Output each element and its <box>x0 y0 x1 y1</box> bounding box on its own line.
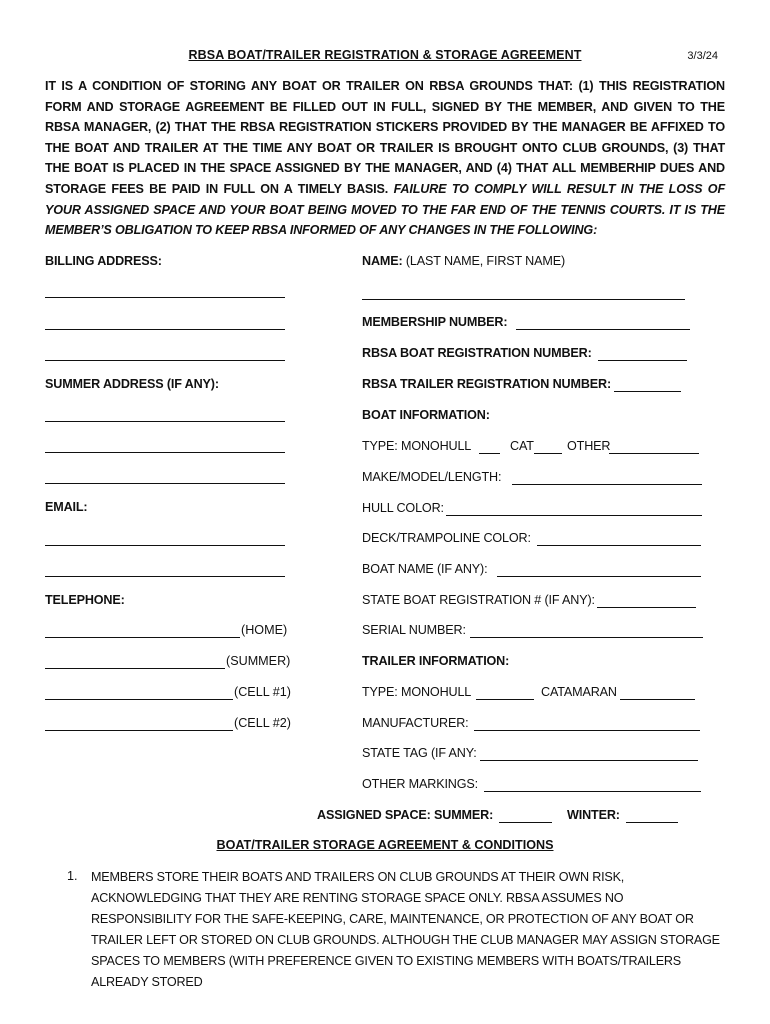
phone-home-label: (HOME) <box>241 623 288 637</box>
boat-type-cat-label: CAT <box>510 439 534 453</box>
boat-type-monohull-line[interactable] <box>479 453 500 454</box>
boat-type-other-line[interactable] <box>609 453 699 454</box>
trailer-information-heading: TRAILER INFORMATION: <box>362 654 510 668</box>
boat-registration-number-label: RBSA BOAT REGISTRATION NUMBER: <box>362 346 592 360</box>
make-model-length-line[interactable] <box>512 484 702 485</box>
make-model-length-label: MAKE/MODEL/LENGTH: <box>362 470 502 484</box>
state-tag-label: STATE TAG (IF ANY: <box>362 746 477 760</box>
trailer-type-catamaran-label: CATAMARAN <box>541 685 617 699</box>
other-markings-label: OTHER MARKINGS: <box>362 777 479 791</box>
billing-address-line-1[interactable] <box>45 297 285 298</box>
trailer-type-catamaran-line[interactable] <box>620 699 695 700</box>
boat-name-line[interactable] <box>497 576 701 577</box>
membership-number-line[interactable] <box>516 329 690 330</box>
intro-paragraph <box>45 76 725 241</box>
name-line[interactable] <box>362 299 685 300</box>
hull-color-line[interactable] <box>446 515 702 516</box>
boat-type-cat-line[interactable] <box>534 453 562 454</box>
deck-trampoline-color-line[interactable] <box>537 545 701 546</box>
assigned-space-summer-line[interactable] <box>499 822 552 823</box>
billing-address-line-3[interactable] <box>45 360 285 361</box>
name-label: NAME: <box>362 254 403 268</box>
state-boat-registration-label: STATE BOAT REGISTRATION # (IF ANY): <box>362 593 595 607</box>
trailer-registration-number-line[interactable] <box>614 391 681 392</box>
summer-address-line-1[interactable] <box>45 421 285 422</box>
intro-text: IT IS A CONDITION OF STORING ANY BOAT OR TRAILER ON RBSA GROUNDS THAT: (1) THIS REGISTRATION FORM AND STORAGE AGREEMENT BE FILLED OUT IN FULL, SIGNED BY THE MEMBER, AND GIVEN TO THE RBSA MANAGER, (2) THAT THE RBSA REGISTRATION STICKERS PROVIDED BY THE MANAGER BE AFFIXED TO THE BOAT AND TRAILER AT THE TIME ANY BOAT OR TRAILER IS BROUGHT ONTO CLUB GROUNDS, (3) THAT THE BOAT IS PLACED IN THE SPACE ASSIGNED BY THE MANAGER, AND (4) THAT ALL MEMBERHIP DUES AND STORAGE FEES BE PAID IN FULL ON A TIMELY BASIS. <box>45 79 725 196</box>
email-label: EMAIL: <box>45 500 88 514</box>
trailer-type-label: TYPE: MONOHULL <box>362 685 472 699</box>
page-title: RBSA BOAT/TRAILER REGISTRATION & STORAGE AGREEMENT <box>188 48 582 62</box>
billing-address-line-2[interactable] <box>45 329 285 330</box>
phone-cell2-label: (CELL #2) <box>234 716 291 730</box>
summer-address-label: SUMMER ADDRESS (IF ANY): <box>45 377 219 391</box>
phone-summer-label: (SUMMER) <box>226 654 291 668</box>
phone-cell1-line[interactable] <box>45 699 233 700</box>
boat-registration-number-line[interactable] <box>598 360 687 361</box>
boat-information-heading: BOAT INFORMATION: <box>362 408 490 422</box>
summer-address-line-2[interactable] <box>45 452 285 453</box>
boat-name-label: BOAT NAME (IF ANY): <box>362 562 488 576</box>
serial-number-line[interactable] <box>470 637 703 638</box>
manufacturer-line[interactable] <box>474 730 700 731</box>
email-line-2[interactable] <box>45 576 285 577</box>
other-markings-line[interactable] <box>484 791 701 792</box>
phone-cell2-line[interactable] <box>45 730 233 731</box>
phone-home-line[interactable] <box>45 637 240 638</box>
phone-summer-line[interactable] <box>45 668 225 669</box>
manufacturer-label: MANUFACTURER: <box>362 716 469 730</box>
condition-text: MEMBERS STORE THEIR BOATS AND TRAILERS ON CLUB GROUNDS AT THEIR OWN RISK, ACKNOWLEDGING THAT THEY ARE RENTING STORAGE SPACE ONLY. RBSA ASSUMES NO RESPONSIBILITY FOR THE SAFE-KEEPING, CARE, MAINTENANCE, OR PROTECTION OF ANY BOAT OR TRAILER LEFT OR STORED ON CLUB GROUNDS. ALTHOUGH THE CLUB MANAGER MAY ASSIGN STORAGE SPACES TO MEMBERS (WITH PREFERENCE GIVEN TO EXISTING MEMBERS WITH BOATS/TRAILERS ALREADY STORED <box>91 870 720 989</box>
phone-cell1-label: (CELL #1) <box>234 685 291 699</box>
boat-type-other-label: OTHER <box>567 439 611 453</box>
assigned-space-winter-label: WINTER: <box>567 808 620 822</box>
telephone-label: TELEPHONE: <box>45 593 125 607</box>
hull-color-label: HULL COLOR: <box>362 501 444 515</box>
serial-number-label: SERIAL NUMBER: <box>362 623 466 637</box>
trailer-registration-number-label: RBSA TRAILER REGISTRATION NUMBER: <box>362 377 612 391</box>
state-boat-registration-line[interactable] <box>597 607 696 608</box>
state-tag-line[interactable] <box>480 760 698 761</box>
assigned-space-winter-line[interactable] <box>626 822 678 823</box>
billing-address-label: BILLING ADDRESS: <box>45 254 162 268</box>
condition-number: 1. <box>67 869 78 883</box>
trailer-type-monohull-line[interactable] <box>476 699 534 700</box>
name-field-label <box>362 254 565 268</box>
email-line-1[interactable] <box>45 545 285 546</box>
name-hint: (LAST NAME, FIRST NAME) <box>405 254 566 268</box>
membership-number-label: MEMBERSHIP NUMBER: <box>362 315 508 329</box>
assigned-space-summer-label: ASSIGNED SPACE: SUMMER: <box>317 808 494 822</box>
deck-trampoline-color-label: DECK/TRAMPOLINE COLOR: <box>362 531 531 545</box>
boat-type-label: TYPE: MONOHULL <box>362 439 472 453</box>
conditions-heading: BOAT/TRAILER STORAGE AGREEMENT & CONDITIONS <box>216 838 554 852</box>
summer-address-line-3[interactable] <box>45 483 285 484</box>
intro-warning: FAILURE TO COMPLY WILL RESULT IN THE LOSS OF YOUR ASSIGNED SPACE AND YOUR BOAT BEING MOVED TO THE FAR END OF THE TENNIS COURTS. IT IS THE MEMBER’S OBLIGATION TO KEEP RBSA INFORMED OF ANY CHANGES IN THE FOLLOWING: <box>45 181 725 238</box>
form-date: 3/3/24 <box>687 50 718 62</box>
